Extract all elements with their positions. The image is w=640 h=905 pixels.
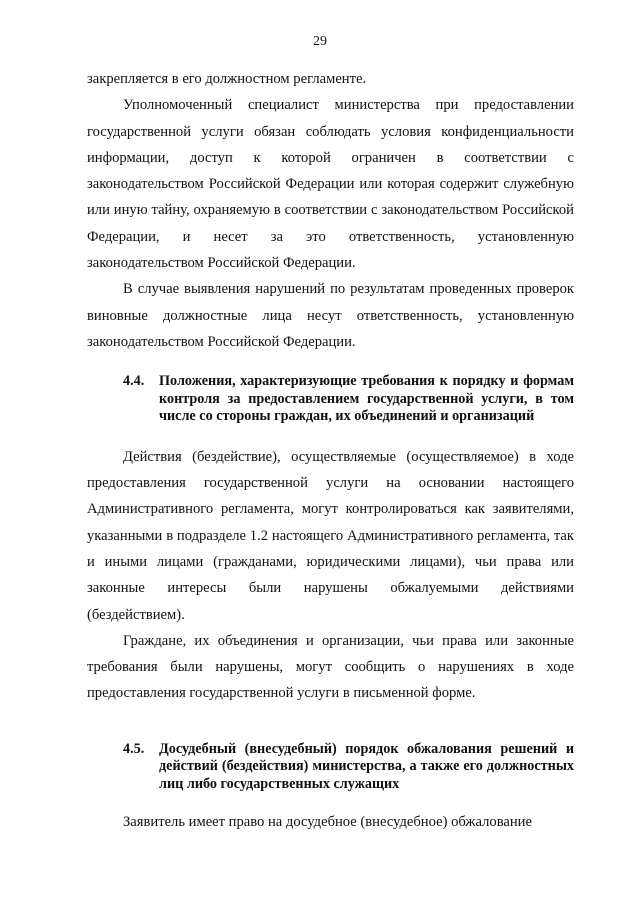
section-title: Досудебный (внесудебный) порядок обжалования решений и действий (бездействия) министерства, а также его должностных лиц либо государственных служащих — [159, 740, 574, 792]
paragraph-continuation: закрепляется в его должностном регламенте. — [87, 71, 367, 87]
page-number: 29 — [313, 34, 327, 49]
section-number: 4.5. — [123, 740, 145, 757]
section-number: 4.4. — [123, 373, 145, 390]
section-heading-4-4 — [87, 373, 574, 426]
section-heading-4-5 — [87, 741, 574, 794]
section-title: Положения, характеризующие требования к порядку и формам контроля за предоставлением государственной услуги, в том числе со стороны граждан, их объединений и организаций — [159, 373, 574, 425]
paragraph-confidentiality: Уполномоченный специалист министерства при предоставлении государственной услуги обязан соблюдать условия конфиденциальности информации, доступ к которой ограничен в соответствии с законодательством Российской Федерации или которая содержит служебную или иную тайну, охраняемую в соответствии с законодательством Российской Федерации, и несет за это ответственность, установленную законодательством Российской Федерации. — [87, 97, 574, 272]
paragraph-violations: В случае выявления нарушений по результатам проведенных проверок виновные должностные лица несут ответственность, установленную законодательством Российской Федерации. — [87, 281, 574, 350]
paragraph-actions-control: Действия (бездействие), осуществляемые (осуществляемое) в ходе предоставления государственной услуги на основании настоящего Административного регламента, могут контролироваться как заявителями, указанными в подразделе 1.2 настоящего Административного регламента, так и иными лицами (гражданами, юридическими лицами), чьи права или законные интересы были нарушены обжалуемыми действиями (бездействием). — [87, 448, 574, 623]
document-body — [87, 66, 574, 836]
paragraph-citizens-report: Граждане, их объединения и организации, чьи права или законные требования были нарушены, могут сообщить о нарушениях в ходе предоставления государственной услуги в письменной форме. — [87, 632, 574, 702]
paragraph-appeal-right: Заявитель имеет право на досудебное (внесудебное) обжалование — [123, 814, 532, 831]
